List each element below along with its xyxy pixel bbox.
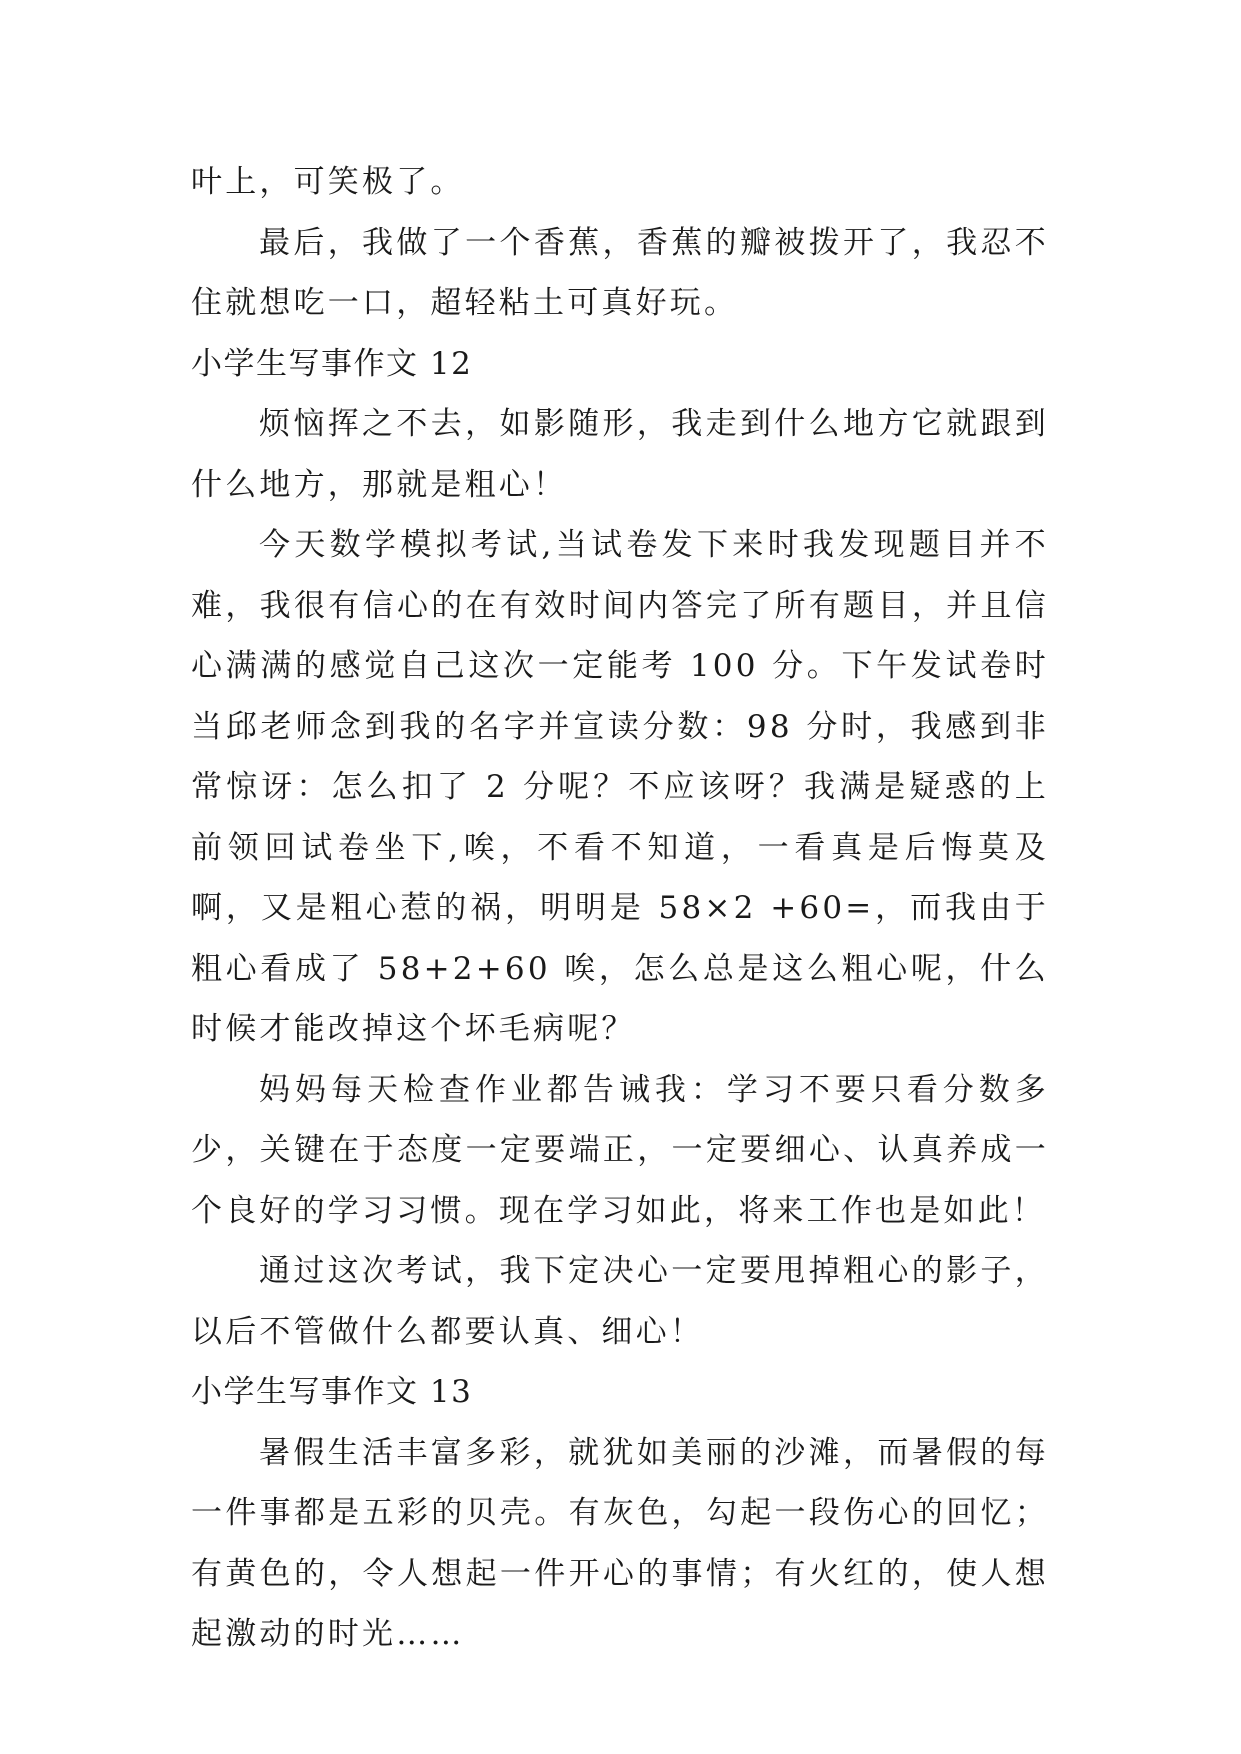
paragraph-banana: 最后，我做了一个香蕉，香蕉的瓣被拨开了，我忍不住就想吃一口，超轻粘土可真好玩。: [191, 224, 1049, 321]
essay-heading-12: 小学生写事作文 12: [191, 345, 473, 382]
document-body: [191, 152, 1049, 1665]
essay-heading-13: 小学生写事作文 13: [191, 1374, 473, 1410]
paragraph-continued: 叶上，可笑极了。: [191, 164, 465, 200]
paragraph-mother-advice: 妈妈每天检查作业都告诫我：学习不要只看分数多少，关键在于态度一定要端正，一定要细心、认真养成一个良好的学习习惯。现在学习如此，将来工作也是如此！: [191, 1071, 1049, 1229]
paragraph-carelessness-intro: 烦恼挥之不去，如影随形，我走到什么地方它就跟到什么地方，那就是粗心！: [191, 406, 1049, 503]
paragraph-math-exam: 今天数学模拟考试,当试卷发下来时我发现题目并不难，我很有信心的在有效时间内答完了所有题目，并且信心满满的感觉自己这次一定能考 100 分。下午发试卷时当邱老师念到我的名字并宣读分数：98 分时，我感到非常惊讶：怎么扣了 2 分呢？不应该呀？我满是疑惑的上前领回试卷坐下,唉，不看不知道，一看真是后悔莫及啊，又是粗心惹的祸，明明是 58×2 +60=，而我由于粗心看成了 58+2+60 唉，怎么总是这么粗心呢，什么时候才能改掉这个坏毛病呢？: [191, 527, 1049, 1047]
paragraph-summer-vacation: 暑假生活丰富多彩，就犹如美丽的沙滩，而暑假的每一件事都是五彩的贝壳。有灰色，勾起一段伤心的回忆；有黄色的，令人想起一件开心的事情；有火红的，使人想起激动的时光……: [191, 1434, 1049, 1652]
paragraph-resolution: 通过这次考试，我下定决心一定要甩掉粗心的影子，以后不管做什么都要认真、细心！: [191, 1253, 1049, 1350]
